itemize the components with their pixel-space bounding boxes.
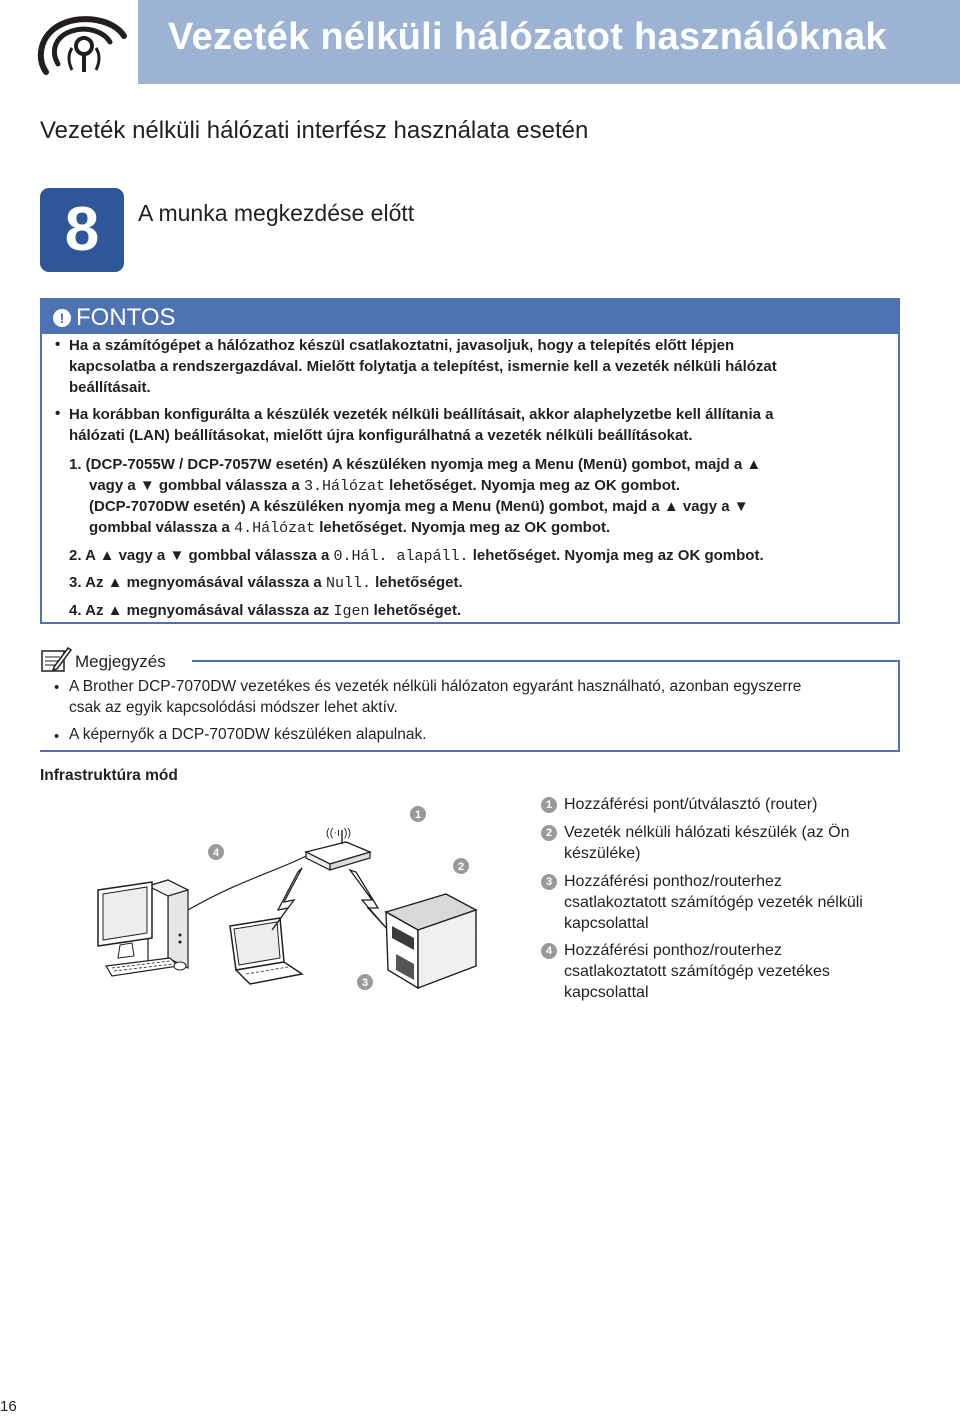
menu-option-code: Null. xyxy=(325,575,371,592)
legend-number-1: 1 xyxy=(541,797,557,813)
step-number-badge: 8 xyxy=(40,188,124,272)
important-bullet-1 xyxy=(69,335,777,398)
page-header xyxy=(0,0,960,84)
text-line: kapcsolattal xyxy=(564,915,649,932)
text-line: csatlakoztatott számítógép vezeték nélküli xyxy=(564,894,863,911)
legend-item-3 xyxy=(564,871,904,934)
callout-3 xyxy=(357,974,373,990)
text-line: Ha a számítógépet a hálózathoz készül csatlakoztatni, javasoljuk, hogy a telepítés előtt lépjen xyxy=(69,337,735,354)
text-span: lehetőséget. Nyomja meg az OK gombot. xyxy=(384,477,681,494)
text-span: lehetőséget. xyxy=(370,574,463,591)
bullet-icon: • xyxy=(55,405,61,422)
step-1-line-4 xyxy=(89,517,610,539)
step-title: A munka megkezdése előtt xyxy=(138,200,415,226)
legend-number-3: 3 xyxy=(541,874,557,890)
important-header xyxy=(42,300,898,334)
infrastructure-heading: Infrastruktúra mód xyxy=(40,767,178,784)
menu-option-code: 4.Hálózat xyxy=(234,520,316,537)
callout-2 xyxy=(453,858,469,874)
legend-number-2: 2 xyxy=(541,825,557,841)
text-line: A képernyők a DCP-7070DW készüléken alapulnak. xyxy=(69,726,427,743)
router-icon xyxy=(306,827,370,870)
printer-icon xyxy=(386,894,476,988)
step-4 xyxy=(69,600,461,622)
menu-option-code: 3.Hálózat xyxy=(303,478,385,495)
exclamation-icon: ! xyxy=(53,309,71,327)
legend-item-2 xyxy=(564,822,904,864)
legend-item-4 xyxy=(564,940,904,1003)
menu-option-code: Igen xyxy=(333,603,370,620)
bullet-icon: • xyxy=(55,336,61,353)
text-line: Ha korábban konfigurálta a készülék vezeték nélküli beállításait, akkor alaphelyzetbe kell állítania a xyxy=(69,406,774,423)
text-line: beállításait. xyxy=(69,379,151,396)
text-line: Vezeték nélküli hálózati készülék (az Ön xyxy=(564,824,850,841)
wireless-signal-bolt xyxy=(350,870,388,930)
laptop-icon xyxy=(230,918,302,984)
bullet-icon: • xyxy=(54,679,60,696)
text-span: 2. A ▲ vagy a ▼ gombbal válassza a xyxy=(69,547,334,564)
step-1-line-1: 1. (DCP-7055W / DCP-7057W esetén) A készüléken nyomja meg a Menu (Menü) gombot, majd a ▲ xyxy=(69,456,762,473)
pencil-note-icon xyxy=(40,645,72,673)
text-span: 3. Az ▲ megnyomásával válassza a xyxy=(69,574,326,591)
callout-4 xyxy=(208,844,224,860)
text-line: hálózati (LAN) beállításokat, mielőtt újra konfigurálhatná a vezeték nélküli beállításokat. xyxy=(69,427,693,444)
text-span: lehetőséget. Nyomja meg az OK gombot. xyxy=(468,547,764,564)
text-line: csatlakoztatott számítógép vezetékes xyxy=(564,963,830,980)
important-bullet-2 xyxy=(69,404,773,446)
text-span: vagy a ▼ gombbal válassza a xyxy=(89,477,304,494)
text-line: Hozzáférési pont/útválasztó (router) xyxy=(564,796,818,813)
text-line: készüléke) xyxy=(564,845,641,862)
step-3 xyxy=(69,572,463,594)
svg-text:3: 3 xyxy=(361,977,369,989)
callout-1 xyxy=(410,806,426,822)
text-line: kapcsolattal xyxy=(564,984,649,1001)
bullet-icon: • xyxy=(54,728,60,745)
note-label: Megjegyzés xyxy=(75,652,166,671)
infrastructure-diagram xyxy=(40,790,510,1020)
text-line: kapcsolatba a rendszergazdával. Mielőtt folytatja a telepítést, ismernie kell a vezeték nélküli hálózat xyxy=(69,358,777,375)
svg-text:2: 2 xyxy=(457,861,465,873)
step-1-line-3: (DCP-7070DW esetén) A készüléken nyomja meg a Menu (Menü) gombot, majd a ▲ vagy a ▼ xyxy=(89,498,749,515)
text-line: Hozzáférési ponthoz/routerhez xyxy=(564,942,782,959)
section-title: Vezeték nélküli hálózati interfész használata esetén xyxy=(40,117,589,144)
step-2 xyxy=(69,545,764,567)
menu-option-code: 0.Hál. alapáll. xyxy=(333,548,469,565)
note-item-2 xyxy=(69,724,427,745)
legend-number-4: 4 xyxy=(541,943,557,959)
page-number: 16 xyxy=(0,1398,17,1415)
important-label: FONTOS xyxy=(76,304,176,331)
wifi-symbol-label: ((·ı·)) xyxy=(326,827,352,839)
text-span: lehetőséget. xyxy=(369,602,462,619)
text-span: 4. Az ▲ megnyomásával válassza az xyxy=(69,602,334,619)
text-span: gombbal válassza a xyxy=(89,519,235,536)
svg-text:1: 1 xyxy=(414,809,422,821)
svg-text:4: 4 xyxy=(212,847,220,859)
legend-item-1 xyxy=(564,794,904,815)
text-line: Hozzáférési ponthoz/routerhez xyxy=(564,873,782,890)
step-1-line-2 xyxy=(89,475,680,497)
wireless-network-icon xyxy=(32,10,132,76)
page-title: Vezeték nélküli hálózatot használóknak xyxy=(168,16,887,58)
text-line: csak az egyik kapcsolódási módszer lehet aktív. xyxy=(69,699,398,716)
text-span: lehetőséget. Nyomja meg az OK gombot. xyxy=(315,519,611,536)
text-line: A Brother DCP-7070DW vezetékes és vezeték nélküli hálózaton egyaránt használható, azonban egyszerre xyxy=(69,678,802,695)
note-item-1 xyxy=(69,676,801,718)
